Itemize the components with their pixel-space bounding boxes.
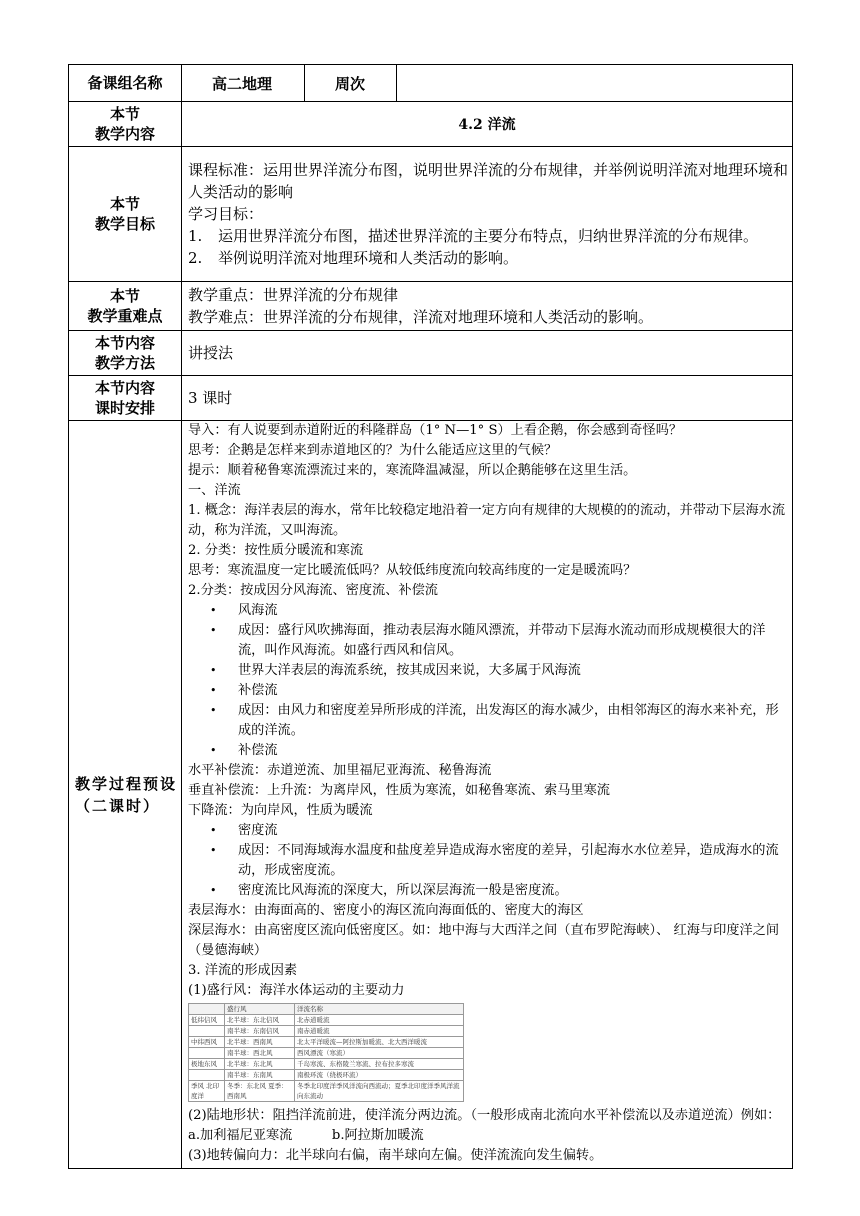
bullet-icon: • — [210, 684, 217, 697]
wind-table-row: 南半球：东南风 南极环流（绕极环流） — [189, 1070, 464, 1081]
bullet-item: • 补偿流 — [188, 681, 788, 701]
bullet-icon: • — [210, 744, 217, 757]
bullet-icon: • — [210, 844, 217, 857]
goals-title: 学习目标： — [188, 205, 264, 223]
key-label-line-2: 教学重难点 — [87, 307, 163, 325]
bullet-item: • 成因：盛行风吹拂海面，推动表层海水随风漂流，并带动下层海水流动而形成规模很大的洋流，叫作风海流。如盛行西风和信风。 — [188, 621, 788, 661]
goals-label-line-1: 本节 — [109, 195, 140, 213]
goals-row — [69, 147, 793, 282]
content-label-line-1: 本节 — [109, 105, 140, 123]
process-line: 导入：有人说要到赤道附近的科隆群岛（1° N—1° S）上看企鹅，你会感到奇怪吗？ — [188, 423, 683, 438]
group-name-label: 备课组名称 — [69, 65, 182, 102]
wind-table-row: 南半球：西北风 西风漂流（寒流） — [189, 1048, 464, 1059]
goal-text: 运用世界洋流分布图，描述世界洋流的主要分布特点，归纳世界洋流的分布规律。 — [218, 227, 759, 245]
process-label: 教学过程预设（二课时） — [69, 421, 182, 1169]
process-line: 深层海水：由高密度区流向低密度区。如：地中海与大西洋之间（直布罗陀海峡）、 红海与印度洋之间（曼德海峡） — [188, 923, 780, 958]
bullet-icon: • — [210, 704, 217, 717]
schedule-row — [69, 376, 793, 421]
bullet-item: • 密度流 — [188, 821, 788, 841]
process-line: 2. 分类：按性质分暖流和寒流 — [188, 543, 364, 558]
goal-item — [188, 247, 788, 269]
bullet-item: • 世界大洋表层的海流系统，按其成因来说，大多属于风海流 — [188, 661, 788, 681]
process-line: 表层海水：由海面高的、密度小的海区流向海面低的、密度大的海区 — [188, 903, 584, 918]
goal-number: 1. — [188, 227, 203, 245]
key-points-row — [69, 282, 793, 331]
week-label: 周次 — [305, 65, 397, 102]
bullet-icon: • — [210, 664, 217, 677]
group-name-value: 高二地理 — [182, 65, 305, 102]
goals-content — [182, 147, 793, 282]
method-label — [69, 331, 182, 376]
bullet-icon: • — [210, 624, 217, 637]
goal-text: 举例说明洋流对地理环境和人类活动的影响。 — [218, 249, 519, 267]
course-standard: 课程标准：运用世界洋流分布图，说明世界洋流的分布规律，并举例说明洋流对地理环境和人类活动的影响 — [188, 161, 789, 201]
teaching-difficulty: 教学难点：世界洋流的分布规律，洋流对地理环境和人类活动的影响。 — [188, 308, 654, 326]
lesson-title: 4.2 洋流 — [182, 102, 793, 147]
process-line: 思考：企鹅是怎样来到赤道地区的？为什么能适应这里的气候？ — [188, 443, 558, 458]
wind-header-wind: 盛行风 — [225, 1004, 295, 1015]
process-line: 思考：寒流温度一定比暖流低吗？从较低纬度流向较高纬度的一定是暖流吗？ — [188, 563, 637, 578]
goals-label-line-2: 教学目标 — [94, 215, 155, 233]
goal-number: 2. — [188, 249, 203, 267]
method-label-line-2: 教学方法 — [94, 354, 155, 372]
bullet-item: • 密度流比风海流的深度大，所以深层海流一般是密度流。 — [188, 881, 788, 901]
schedule-label — [69, 376, 182, 421]
process-line: 1. 概念：海洋表层的海水，常年比较稳定地沿着一定方向有规律的大规模的的流动，并带动下层海水流动，称为洋流，又叫海流。 — [188, 503, 786, 538]
process-line: 3. 洋流的形成因素 — [188, 963, 298, 978]
content-label-line-2: 教学内容 — [94, 125, 155, 143]
process-row — [69, 421, 793, 1169]
schedule-label-line-1: 本节内容 — [94, 379, 155, 397]
process-line: (3)地转偏向力：北半球向右偏，南半球向左偏。使洋流流向发生偏转。 — [188, 1148, 603, 1163]
wind-current-table — [188, 1003, 464, 1102]
content-label — [69, 102, 182, 147]
schedule-value: 3 课时 — [182, 376, 793, 421]
schedule-label-line-2: 课时安排 — [94, 399, 155, 417]
wind-table-header — [189, 1004, 464, 1015]
wind-table-row: 季风 北印度洋 冬季：东北风 夏季：西南风 冬季北印度洋季风洋流向西流动；夏季北印度洋季风洋流向东流动 — [189, 1081, 464, 1102]
content-row — [69, 102, 793, 147]
wind-table-row: 中纬西风 北半球：西南风 北太平洋暖流—阿拉斯加暖流、北大西洋暖流 — [189, 1037, 464, 1048]
lesson-plan-table — [68, 64, 793, 1169]
process-content — [182, 421, 793, 1169]
process-line: (2)陆地形状：阻挡洋流前进，使洋流分两边流。（一般形成南北流向水平补偿流以及赤道逆流）例如：a.加利福尼亚寒流 b.阿拉斯加暖流 — [188, 1108, 781, 1143]
bullet-item: • 成因：由风力和密度差异所形成的洋流，出发海区的海水减少，由相邻海区的海水来补充，形成的洋流。 — [188, 701, 788, 741]
process-line: 一、洋流 — [188, 483, 241, 498]
process-line: 提示：顺着秘鲁寒流漂流过来的，寒流降温减湿，所以企鹅能够在这里生活。 — [188, 463, 637, 478]
method-label-line-1: 本节内容 — [94, 334, 155, 352]
goal-item — [188, 225, 788, 247]
wind-header-current: 洋流名称 — [295, 1004, 464, 1015]
header-row — [69, 65, 793, 102]
process-line: 下降流：为向岸风，性质为暖流 — [188, 803, 373, 818]
goals-label — [69, 147, 182, 282]
method-row — [69, 331, 793, 376]
process-line: (1)盛行风：海洋水体运动的主要动力 — [188, 983, 405, 998]
bullet-icon: • — [210, 824, 217, 837]
bullet-icon: • — [210, 884, 217, 897]
bullet-icon: • — [210, 604, 217, 617]
process-line: 2.分类：按成因分风海流、密度流、补偿流 — [188, 583, 438, 598]
process-line: 垂直补偿流：上升流：为离岸风，性质为寒流，如秘鲁寒流、索马里寒流 — [188, 783, 610, 798]
key-points-content — [182, 282, 793, 331]
wind-table-row: 极地东风 北半球：东北风 千岛寒流、东格陵兰寒流、拉布拉多寒流 — [189, 1059, 464, 1070]
process-line: 水平补偿流：赤道逆流、加里福尼亚海流、秘鲁海流 — [188, 763, 492, 778]
wind-table-row: 低纬信风 北半球：东北信风 北赤道暖流 — [189, 1015, 464, 1026]
bullet-item: • 补偿流 — [188, 741, 788, 761]
teaching-focus: 教学重点：世界洋流的分布规律 — [188, 286, 399, 304]
key-points-label — [69, 282, 182, 331]
week-value — [397, 65, 793, 102]
method-value: 讲授法 — [182, 331, 793, 376]
wind-table-row: 南半球：东南信风 南赤道暖流 — [189, 1026, 464, 1037]
bullet-item: • 风海流 — [188, 601, 788, 621]
key-label-line-1: 本节 — [109, 287, 140, 305]
bullet-item: • 成因：不同海域海水温度和盐度差异造成海水密度的差异，引起海水水位差异，造成海水的流动，形成密度流。 — [188, 841, 788, 881]
